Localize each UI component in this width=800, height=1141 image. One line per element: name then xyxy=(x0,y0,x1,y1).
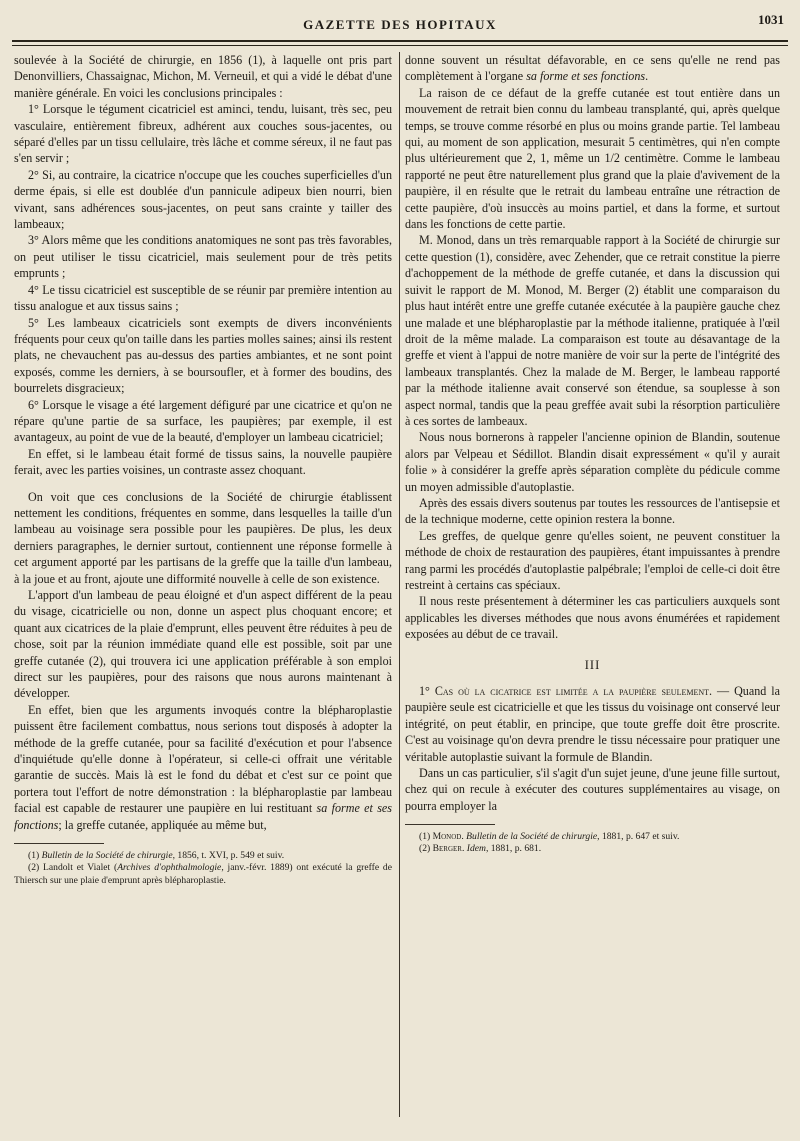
footnote: (2) Berger. Idem, 1881, p. 681. xyxy=(419,843,542,855)
footnote-text: , janv.-févr. 1889) ont exécuté la greffe de Thiersch sur une plaie d'emprunt après blépharoplastie. xyxy=(14,862,392,886)
conclusion-item: 2° Si, au contraire, la cicatrice n'occupe que les couches superficielles d'un derme épais, si elle est doublée d'un pannicule adipeux bien nourri, bien vivant, sans adhérences sous-jacentes, on peut sans crainte y tailler des lambeaux; xyxy=(14,167,392,232)
body-paragraph: Il nous reste présentement à déterminer les cas particuliers auxquels sont applicables les diverses méthodes que nous avons énumérées et rapidement exposées au début de ce travail. xyxy=(405,594,780,642)
footnote-text: , 1856, t. XVI, p. 549 et suiv. xyxy=(172,850,285,862)
footnote-author: Monod xyxy=(432,831,462,843)
section-number: III xyxy=(584,657,601,672)
footnote-number: (1) xyxy=(28,850,40,862)
footnote-source: Idem xyxy=(466,843,486,855)
section-heading: 1° Cas où la cicatrice est limitée a la paupière seulement. xyxy=(419,684,713,699)
column-divider xyxy=(399,52,400,1117)
running-title: GAZETTE DES HOPITAUX xyxy=(303,17,497,32)
body-paragraph: M. Monod, dans un très remarquable rapport à la Société de chirurgie sur cette question (1), considère, avec Zehender, que ce retrait constitue la pierre d'achoppement de la méthode de greffe cutanée, et dans la discussion qui suivit le rapport de M. Monod, M. Berger (2) établit une comparaison du plus haut intérêt entre une greffe cutanée exécutée à la paupière gauche chez une malade et une blépharoplastie par la méthode italienne, pratiquée à l'œil droit de la même malade. La comparaison est toute au désavantage de la greffe et vient à l'appui de notre manière de voir sur la perte de l'intégrité des lambeaux transplantés. Chez la malade de M. Berger, le lambeau rapporté par la méthode italienne avait conservé son étendue, sa souplesse à son aspect normal, tandis que la peau greffée avait subi la résorption particulière à ces sortes de lambeaux. xyxy=(405,233,780,428)
footnote-text: Landolt et Vialet ( xyxy=(43,862,118,874)
section-paragraph xyxy=(405,683,780,765)
footnote-source: Bulletin de la Société de chirurgie xyxy=(466,831,598,843)
body-text: donne souvent un résultat défavorable, en ce sens qu'elle ne rend pas complètement à l'organe xyxy=(405,53,780,84)
conclusion-item: 6° Lorsque le visage a été largement défiguré par une cicatrice et qu'on ne répare qu'une partie de sa surface, les paupières; par exemple, il est avantageux, au point de vue de la beauté, d'employer un lambeau cicatriciel; xyxy=(14,397,392,445)
conclusion-item: En effet, si le lambeau était formé de tissus sains, la nouvelle paupière ferait, avec les parties voisines, un contraste assez choquant. xyxy=(14,446,392,478)
footnote-text: , 1881, p. 647 et suiv. xyxy=(597,831,680,843)
emphasis-text: sa forme et ses fonctions xyxy=(14,801,393,832)
footnote-author: Berger xyxy=(432,843,462,855)
body-text: — Quand la paupière seule est cicatricielle et que les tissus du voisinage ont conservé leur intégrité, on peut établir, en principe, que toute greffe doit être proscrite. C'est au voisinage qu'on devra prendre le tissu nécessaire pour pratiquer une véritable autoplastie suivant la formule de Blandin. xyxy=(405,684,780,764)
footnote-text: , 1881, p. 681. xyxy=(485,843,542,855)
body-text: ; la greffe cutanée, appliquée au même but, xyxy=(58,817,267,832)
header-rule-thin xyxy=(12,45,788,46)
body-paragraph: Les greffes, de quelque genre qu'elles soient, ne peuvent constituer la méthode de choix de restauration des paupières, étant impuissantes à prendre rang parmi les procédés d'autoplastie palpébrale; l'emploi de celle-ci doit être restreint à certains cas spéciaux. xyxy=(405,528,780,592)
footnote: (1) Monod. Bulletin de la Société de chirurgie, 1881, p. 647 et suiv. xyxy=(419,831,680,843)
footnote-number: (2) xyxy=(419,843,431,855)
body-text: En effet, bien que les arguments invoqués contre la blépharoplastie puissent être facilement combattus, nous serions tout disposés à adopter la méthode de la greffe cutanée, pour sa facilité d'exécution et pour l'absence d'inquiétude qu'elle donne à l'opérateur, si celle-ci offrait une véritable garantie de succès. Mais là est le fond du débat et c'est sur ce point que portera tout l'effort de notre démonstration : la blépharoplastie par lambeau facial est capable de restaurer une paupière en lui restituant xyxy=(14,702,392,816)
paragraph-gap xyxy=(14,479,392,489)
body-paragraph: La raison de ce défaut de la greffe cutanée est tout entière dans un mouvement de retrait bien connu du lambeau transplanté, qui, après quelque temps, se trouve comme résorbé en plus ou moins grande partie. Tel lambeau qui, au moment de son application, mesurait 5 centimètres, qui n'en compte plus ultérieurement que 2, 1, même un 1/2 centimètre. Comme le lambeau rapporté ne peut être naturellement plus grand que la plaie d'avivement de la paupière, il en résulte que le retrait du lambeau entraîne une rétraction de cette paupière, d'où insuccès au moins partiel, et dans la forme, et surtout dans les fonctions de cette partie. xyxy=(405,85,780,232)
conclusion-item: 4° Le tissu cicatriciel est susceptible de se réunir par première intention au tissu analogue et aux tissus sains ; xyxy=(14,282,392,314)
emphasis-text: sa forme et ses fonctions xyxy=(526,69,646,84)
footnote-rule xyxy=(405,824,495,825)
body-paragraph: Nous nous bornerons à rappeler l'ancienne opinion de Blandin, soutenue alors par Velpeau et Sédillot. Blandin disait expressément « qu'il y aurait folie » à considérer la greffe après séparation complète du pédicule comme un moyen admissible d'autoplastie. xyxy=(405,430,780,494)
conclusion-item: 1° Lorsque le tégument cicatriciel est aminci, tendu, luisant, très sec, peu vasculaire, entièrement fibreux, adhérent aux couches sous-jacentes, ou séparé d'elles par un tissu cellulaire, très lâche et comme séreux, il ne faut pas s'en servir ; xyxy=(14,102,392,166)
footnote xyxy=(14,850,392,862)
body-paragraph: Dans un cas particulier, s'il s'agit d'un sujet jeune, d'une jeune fille surtout, chez qui on recule à exécuter des coutures supplémentaires au visage, on pourra employer la xyxy=(405,766,780,813)
footnote-source: Bulletin de la Société de chirurgie xyxy=(41,850,173,862)
footnote-number: (2) xyxy=(28,862,40,874)
footnote xyxy=(14,862,392,886)
right-column xyxy=(405,52,780,856)
conclusion-item: 5° Les lambeaux cicatriciels sont exempts de divers inconvénients fréquents pour ceux qu'on taille dans les parties molles saines; ainsi ils restent plats, ne chevauchent pas au-dessus des parties ambiantes, et ne sont point exposés, comme les derniers, à se boursoufler, et à former des boudins, des bourrelets disgracieux; xyxy=(14,315,392,396)
footnote-source: Archives d'ophthalmologie xyxy=(117,862,222,874)
conclusion-item: 3° Alors même que les conditions anatomiques ne sont pas très favorables, on peut utiliser le tissu cicatriciel, mais seulement pour de très petits emprunts ; xyxy=(14,233,392,281)
body-paragraph: On voit que ces conclusions de la Société de chirurgie établissent nettement les conditions, fréquentes en somme, dans lesquelles la taille d'un lambeau au voisinage sera possible pour les paupières. De plus, les deux derniers paragraphes, le dernier surtout, contiennent une réponse formelle à cet argument apporté par les partisans de la greffe que la taille d'un lambeau, à la joue et au front, ajoute une difformité nouvelle à celle de son existence. xyxy=(14,489,392,586)
body-paragraph: Après des essais divers soutenus par toutes les ressources de l'antisepsie et de la technique moderne, cette opinion restera la bonne. xyxy=(405,495,780,527)
footnote-rule xyxy=(14,843,104,844)
running-head xyxy=(0,0,800,40)
left-column xyxy=(14,52,392,887)
footnote-number: (1) xyxy=(419,831,431,843)
continuation-paragraph xyxy=(405,52,780,85)
header-rule xyxy=(12,40,788,42)
page-number: 1031 xyxy=(758,12,784,27)
body-paragraph xyxy=(14,702,392,833)
body-paragraph: L'apport d'un lambeau de peau éloigné et d'un aspect différent de la peau du visage, cicatricielle ou non, donne un aspect plus choquant encore; et quant aux cicatrices de la plaie d'emprunt, elles peuvent être réduites à peu de chose, soit par la réunion immédiate quand elle est possible, soit par une greffe cutanée (2), qui trouvera ici une application préférable à son emploi direct sur les paupières, pour des raisons que nous aurons maintenant à développer. xyxy=(14,588,392,701)
intro-paragraph: soulevée à la Société de chirurgie, en 1856 (1), à laquelle ont pris part Denonvilliers, Chassaignac, Michon, M. Verneuil, et qui a vidé le débat d'une manière générale. En voici les conclusions principales : xyxy=(14,53,392,100)
body-text: . xyxy=(645,69,649,84)
